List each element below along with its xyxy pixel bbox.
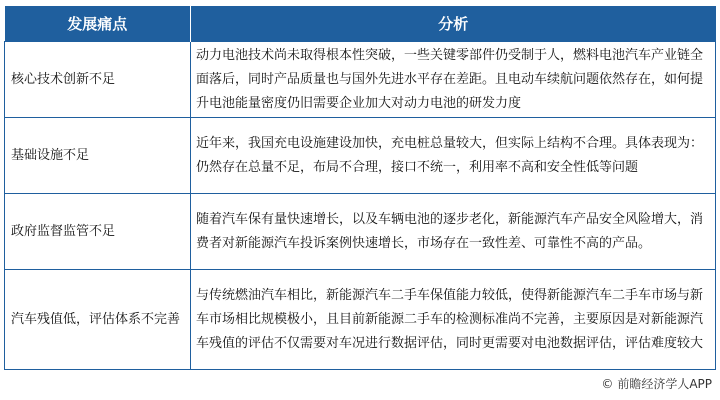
header-analysis: 分析 [191,6,716,42]
table-row [5,194,716,270]
row-analysis: 与传统燃油汽车相比，新能源汽车二手车保值能力较低，使得新能源汽车二手车市场与新车市场相比规模极小，且目前新能源二手车的检测标准尚不完善，主要原因是对新能源汽车残值的评估不仅需要对车况进行数据评估，同时更需要对电池数据评估，评估难度较大 [191,270,716,370]
copyright-icon: © [601,376,614,391]
table-row [5,42,716,118]
row-analysis: 动力电池技术尚未取得根本性突破，一些关键零部件仍受制于人，燃料电池汽车产业链全面落后，同时产品质量也与国外先进水平存在差距。且电动车续航问题依然存在，如何提升电池能量密度仍旧需要企业加大对动力电池的研发力度 [191,42,716,118]
pain-points-table [4,6,716,370]
row-pain-point: 核心技术创新不足 [5,42,191,118]
table-row [5,270,716,370]
row-analysis: 随着汽车保有量快速增长，以及车辆电池的逐步老化，新能源汽车产品安全风险增大，消费者对新能源汽车投诉案例快速增长，市场存在一致性差、可靠性不高的产品。 [191,194,716,270]
table-row [5,118,716,194]
header-pain-point: 发展痛点 [5,6,191,42]
table-header-row [5,6,716,42]
row-pain-point: 汽车残值低，评估体系不完善 [5,270,191,370]
source-footer [601,375,712,392]
row-pain-point: 政府监督监管不足 [5,194,191,270]
row-pain-point: 基础设施不足 [5,118,191,194]
row-analysis: 近年来，我国充电设施建设加快，充电桩总量较大，但实际上结构不合理。具体表现为：仍然存在总量不足，布局不合理，接口不统一，利用率不高和安全性低等问题 [191,118,716,194]
source-label: 前瞻经济学人APP [617,377,712,391]
